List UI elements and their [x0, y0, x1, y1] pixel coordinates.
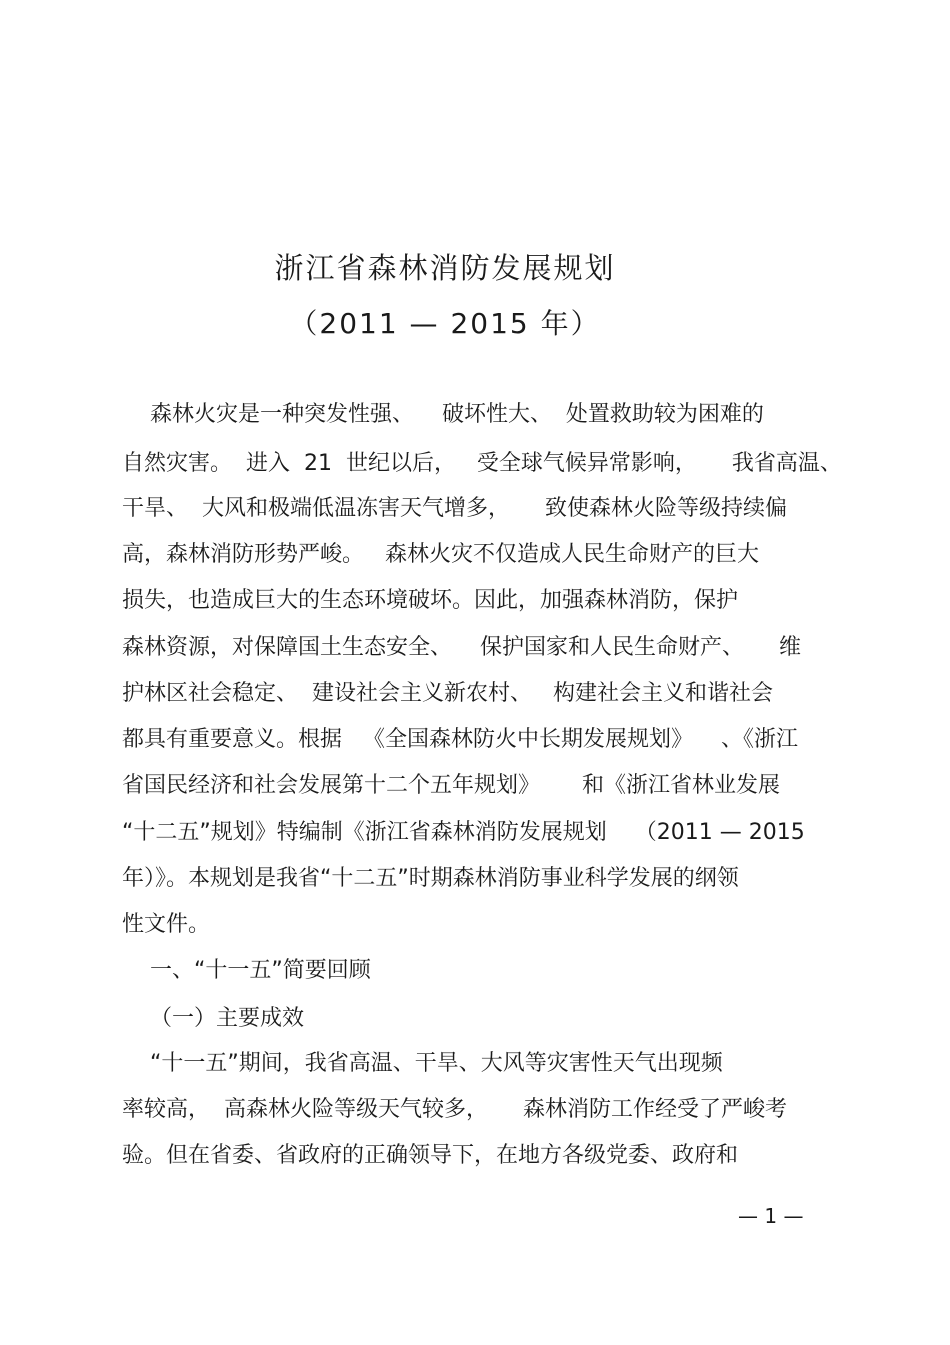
section-heading: 一、“十一五”简要回顾 — [122, 958, 371, 983]
text-line: 自然灾害。 进入 21 世纪以后， 受全球气候异常影响， 我省高温、 — [122, 451, 842, 476]
text-line: 森林资源，对保障国土生态安全、 保护国家和人民生命财产、 维 — [122, 635, 801, 660]
subsection-heading: （一）主要成效 — [122, 1006, 304, 1031]
text-line: 森林火灾是一种突发性强、 破坏性大、 处置救助较为困难的 — [122, 402, 764, 427]
text-line: “十一五”期间，我省高温、干旱、大风等灾害性天气出现频 — [122, 1051, 723, 1076]
page-number: — 1 — — [738, 1204, 804, 1228]
text-line: 都具有重要意义。根据 《全国森林防火中长期发展规划》 、《浙江 — [122, 727, 798, 752]
text-line: “十二五”规划》特编制《浙江省森林消防发展规划 （2011 — 2015 — [122, 820, 805, 845]
text-line: 损失，也造成巨大的生态环境破坏。因此，加强森林消防，保护 — [122, 588, 739, 613]
text-line: 高，森林消防形势严峻。 森林火灾不仅造成人民生命财产的巨大 — [122, 542, 759, 567]
text-line: 年）》。本规划是我省“十二五”时期森林消防事业科学发展的纲领 — [122, 866, 739, 891]
text-line: 率较高， 高森林火险等级天气较多， 森林消防工作经受了严峻考 — [122, 1097, 787, 1122]
text-line: 性文件。 — [122, 912, 211, 937]
text-line: 验。但在省委、省政府的正确领导下，在地方各级党委、政府和 — [122, 1143, 739, 1168]
document-title: 浙江省森林消防发展规划 — [274, 251, 616, 285]
text-line: 护林区社会稳定、 建设社会主义新农村、 构建社会主义和谐社会 — [122, 681, 773, 706]
document-subtitle: （2011 — 2015 年） — [289, 307, 601, 340]
text-line: 省国民经济和社会发展第十二个五年规划》 和《浙江省林业发展 — [122, 773, 780, 798]
text-line: 干旱、 大风和极端低温冻害天气增多， 致使森林火险等级持续偏 — [122, 496, 787, 521]
